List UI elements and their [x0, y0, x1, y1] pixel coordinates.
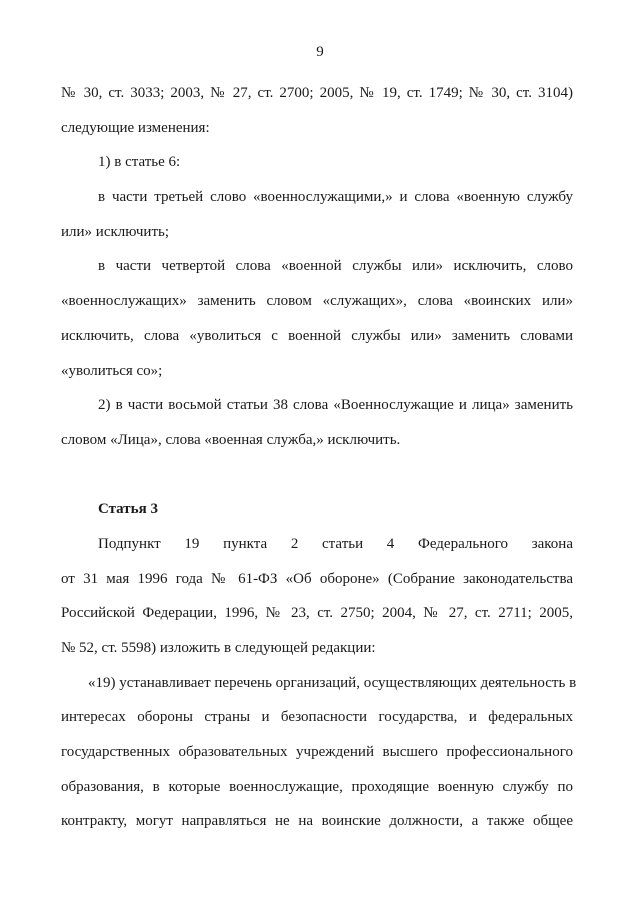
article-heading: Статья 3 [98, 501, 158, 518]
text-line: Подпункт 19 пункта 2 статьи 4 Федерального закона [98, 535, 573, 552]
text-line: государственных образовательных учреждений высшего профессионального [61, 744, 573, 761]
blank-line [61, 458, 573, 493]
text-line: следующие изменения: [61, 119, 210, 136]
page-number: 9 [316, 44, 324, 60]
document-body [61, 76, 577, 839]
text-line: или» исключить; [61, 223, 170, 240]
text-line: в части третьей слово «военнослужащими,» и слова «военную службу [98, 189, 573, 206]
text-line: «19) устанавливает перечень организаций, осуществляющих деятельность в [88, 674, 577, 691]
text-line: Российской Федерации, 1996, № 23, ст. 2750; 2004, № 27, ст. 2711; 2005, [61, 605, 573, 622]
text-line: образования, в которые военнослужащие, проходящие военную службу по [61, 778, 573, 795]
text-line: 1) в статье 6: [98, 154, 181, 171]
text-line: «уволиться со»; [61, 362, 163, 379]
text-line: «военнослужащих» заменить словом «служащих», слова «воинских или» [61, 293, 573, 310]
text-line: № 30, ст. 3033; 2003, № 27, ст. 2700; 2005, № 19, ст. 1749; № 30, ст. 3104) [61, 85, 573, 101]
text-line: интересах обороны страны и безопасности государства, и федеральных [61, 709, 573, 726]
text-line: исключить, слова «уволиться с военной службы или» заменить словами [61, 327, 573, 344]
text-line: словом «Лица», слова «военная служба,» исключить. [61, 431, 401, 448]
text-line: 2) в части восьмой статьи 38 слова «Военнослужащие и лица» заменить [98, 397, 573, 414]
text-line: № 52, ст. 5598) изложить в следующей редакции: [61, 640, 376, 656]
text-line: контракту, могут направляться не на воинские должности, а также общее [61, 813, 573, 830]
text-line: в части четвертой слова «военной службы или» исключить, слово [98, 258, 573, 275]
text-line: от 31 мая 1996 года № 61-ФЗ «Об обороне» (Собрание законодательства [61, 570, 573, 587]
